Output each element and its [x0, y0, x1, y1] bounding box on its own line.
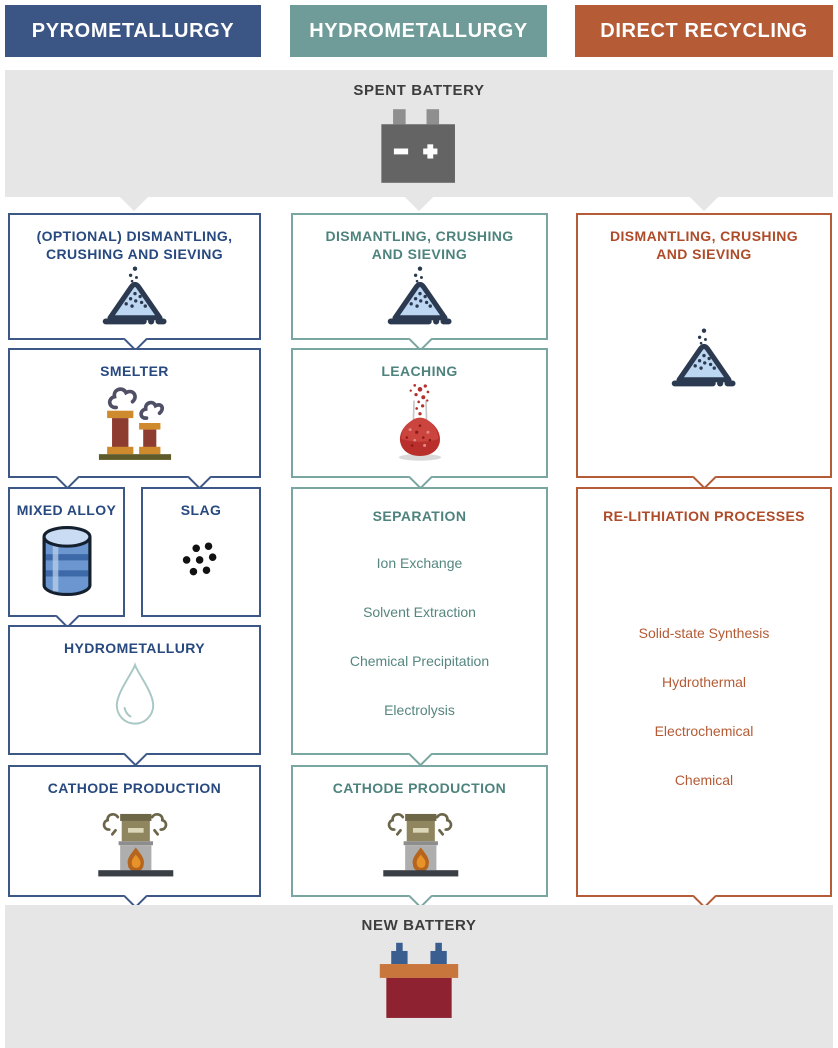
box-hydro-dismantling-title: DISMANTLING, CRUSHING AND SIEVING — [325, 228, 514, 262]
header-pyrometallurgy — [5, 5, 261, 57]
box-tail — [408, 742, 432, 766]
header-hydrometallurgy-label: HYDROMETALLURGY — [309, 19, 528, 42]
box-pyro-smelter-title: SMELTER — [100, 363, 169, 379]
relithiation-items — [639, 625, 770, 788]
box-direct-relithiation — [576, 487, 832, 897]
sieve-icon — [383, 265, 457, 331]
box-direct-dismantling — [576, 213, 832, 478]
box-hydro-leaching-title: LEACHING — [381, 363, 458, 379]
box-tail — [408, 465, 432, 489]
box-pyro-dismantling — [8, 213, 261, 340]
box-tail — [692, 465, 716, 489]
box-pyro-slag-title: SLAG — [180, 502, 222, 518]
box-hydro-separation — [291, 487, 548, 755]
relithiation-item: Solid-state Synthesis — [638, 625, 770, 641]
box-hydro-cathode-title: CATHODE PRODUCTION — [332, 780, 507, 796]
new-battery-band — [5, 905, 833, 1048]
sieve-icon — [98, 265, 172, 331]
box-pyro-mixed-alloy — [8, 487, 125, 617]
flask-icon — [387, 382, 453, 464]
box-pyro-slag — [141, 487, 261, 617]
header-pyrometallurgy-label: PYROMETALLURGY — [31, 19, 235, 42]
band-tail-direct — [690, 183, 718, 211]
header-direct-recycling-label: DIRECT RECYCLING — [600, 19, 808, 42]
separation-item: Ion Exchange — [376, 555, 463, 571]
header-hydrometallurgy — [290, 5, 547, 57]
box-tail — [123, 742, 147, 766]
separation-item: Solvent Extraction — [363, 604, 476, 620]
box-tail — [187, 465, 211, 489]
new-battery-icon — [370, 941, 468, 1023]
slag-dots-icon — [177, 541, 225, 583]
box-pyro-mixed-alloy-title: MIXED ALLOY — [16, 502, 117, 518]
box-direct-relithiation-title: RE-LITHIATION PROCESSES — [603, 508, 805, 524]
new-battery-title: NEW BATTERY — [361, 917, 477, 934]
box-pyro-dismantling-title: (OPTIONAL) DISMANTLING, CRUSHING AND SIEVING — [36, 228, 233, 262]
spent-battery-icon — [373, 104, 465, 188]
header-direct-recycling — [575, 5, 833, 57]
box-tail — [55, 465, 79, 489]
alloy-cylinder-icon — [36, 523, 98, 599]
box-pyro-hydrometallury-title: HYDROMETALLURY — [64, 640, 205, 656]
separation-item: Electrolysis — [384, 702, 455, 718]
box-pyro-smelter — [8, 348, 261, 478]
box-hydro-separation-title: SEPARATION — [372, 508, 467, 524]
sieve-icon — [667, 327, 741, 393]
separation-item: Chemical Precipitation — [349, 653, 490, 669]
droplet-icon — [109, 661, 161, 729]
relithiation-item: Chemical — [674, 772, 734, 788]
box-pyro-cathode-production — [8, 765, 261, 897]
smelter-icon — [94, 382, 176, 464]
spent-battery-band — [5, 70, 833, 197]
box-hydro-cathode-production — [291, 765, 548, 897]
box-pyro-hydrometallury — [8, 625, 261, 755]
box-hydro-dismantling — [291, 213, 548, 340]
spent-battery-title: SPENT BATTERY — [353, 82, 485, 99]
box-hydro-leaching — [291, 348, 548, 478]
furnace-icon — [92, 803, 178, 878]
separation-items — [350, 555, 489, 718]
relithiation-item: Hydrothermal — [661, 674, 746, 690]
box-pyro-cathode-title: CATHODE PRODUCTION — [47, 780, 222, 796]
box-direct-dismantling-title: DISMANTLING, CRUSHING AND SIEVING — [609, 228, 799, 262]
relithiation-item: Electrochemical — [654, 723, 754, 739]
band-tail-pyro — [120, 183, 148, 211]
furnace-icon — [377, 803, 463, 878]
